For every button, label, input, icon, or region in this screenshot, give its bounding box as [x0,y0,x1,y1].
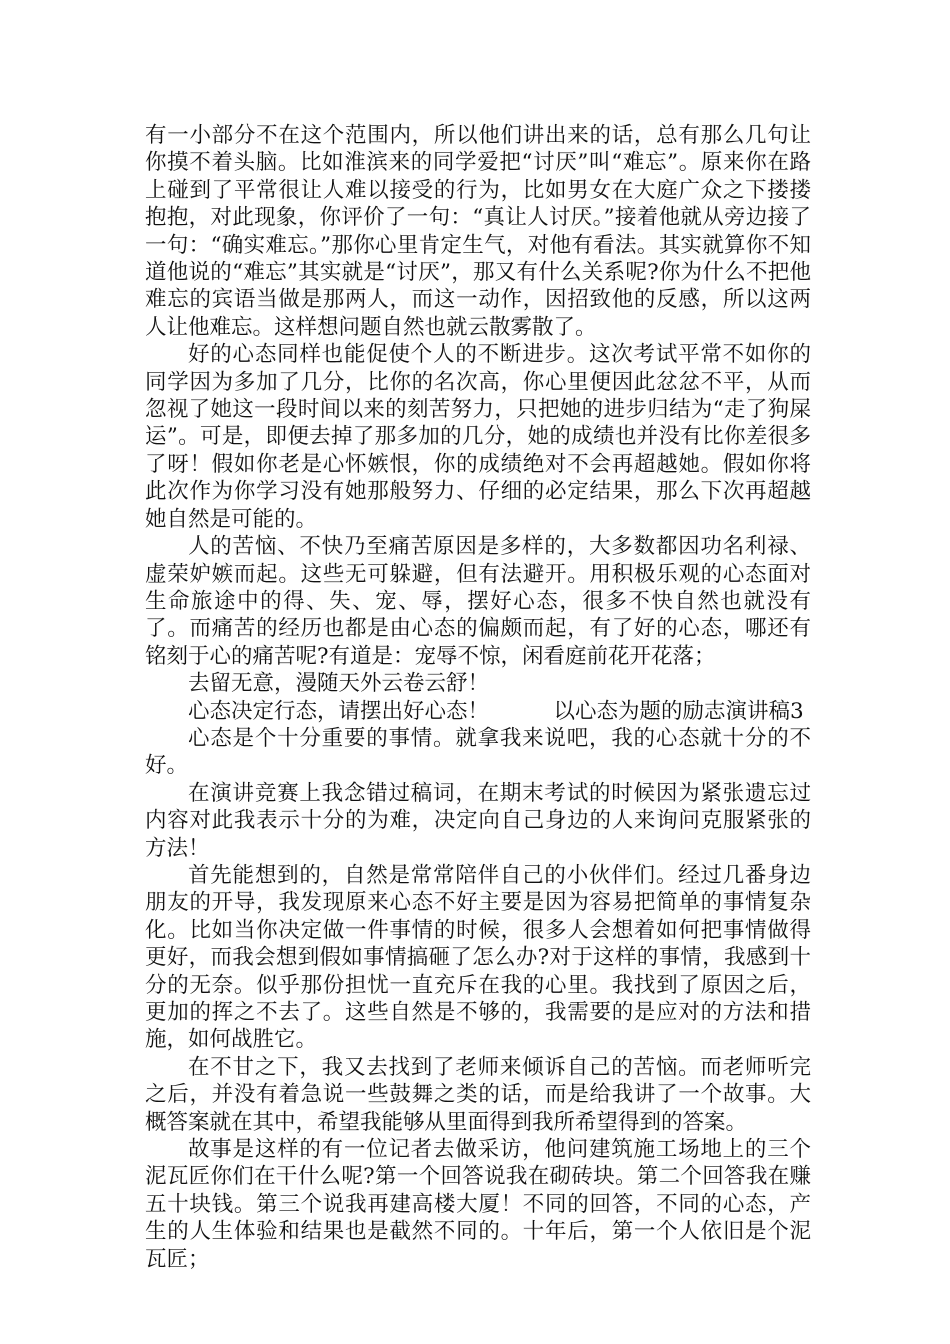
paragraph-3: 人的苦恼、不快乃至痛苦原因是多样的，大多数都因功名利禄、虚荣妒嫉而起。这些无可躲避，但有法避开。用积极乐观的心态面对生命旅途中的得、失、宠、辱，摆好心态，很多不快自然也就没有了。而痛苦的经历也都是由心态的偏颇而起，有了好的心态，哪还有铭刻于心的痛苦呢?有道是：宠辱不惊，闲看庭前花开花落； [145,534,811,669]
paragraph-7: 在演讲竞赛上我念错过稿词，在期末考试的时候因为紧张遗忘过内容对此我表示十分的为难，决定向自己身边的人来询问克服紧张的方法！ [145,780,811,861]
paragraph-6: 心态是个十分重要的事情。就拿我来说吧，我的心态就十分的不好。 [145,725,811,779]
paragraph-9: 在不甘之下，我又去找到了老师来倾诉自己的苦恼。而老师听完之后，并没有着急说一些鼓舞之类的话，而是给我讲了一个故事。大概答案就在其中，希望我能够从里面得到我所希望得到的答案。 [145,1054,811,1135]
paragraph-5-heading: 心态决定行态，请摆出好心态！ 以心态为题的励志演讲稿3 [188,698,804,724]
paragraph-4: 去留无意，漫随天外云卷云舒！ [188,671,490,697]
paragraph-2: 好的心态同样也能促使个人的不断进步。这次考试平常不如你的同学因为多加了几分，比你的名次高，你心里便因此忿忿不平，从而忽视了她这一段时间以来的刻苦努力，只把她的进步归结为“走了狗屎运”。可是，即便去掉了那多加的几分，她的成绩也并没有比你差很多了呀！假如你老是心怀嫉恨，你的成绩绝对不会再超越她。假如你将此次作为你学习没有她那般努力、仔细的必定结果，那么下次再超越她自然是可能的。 [145,342,811,532]
paragraph-1: 有一小部分不在这个范围内，所以他们讲出来的话，总有那么几句让你摸不着头脑。比如淮滨来的同学爱把“讨厌”叫“难忘”。原来你在路上碰到了平常很让人难以接受的行为，比如男女在大庭广众之下搂搂抱抱，对此现象，你评价了一句：“真让人讨厌。”接着他就从旁边接了一句：“确实难忘。”那你心里肯定生气，对他有看法。其实就算你不知道他说的“难忘”其实就是“讨厌”，那又有什么关系呢?你为什么不把他难忘的宾语当做是那两人，而这一动作，因招致他的反感，所以这两人让他难忘。这样想问题自然也就云散雾散了。 [145,123,812,340]
paragraph-8: 首先能想到的，自然是常常陪伴自己的小伙伴们。经过几番身边朋友的开导，我发现原来心态不好主要是因为容易把简单的事情复杂化。比如当你决定做一件事情的时候，很多人会想着如何把事情做得更好，而我会想到假如事情搞砸了怎么办?对于这样的事情，我感到十分的无奈。似乎那份担忧一直充斥在我的心里。我找到了原因之后，更加的挥之不去了。这些自然是不够的，我需要的是应对的方法和措施，如何战胜它。 [145,862,811,1053]
document-body [145,122,811,1273]
paragraph-10: 故事是这样的有一位记者去做采访，他问建筑施工场地上的三个泥瓦匠你们在干什么呢?第一个回答说我在砌砖块。第二个回答我在赚五十块钱。第三个说我再建高楼大厦！不同的回答，不同的心态，产生的人生体验和结果也是截然不同的。十年后，第一个人依旧是个泥瓦匠； [145,1137,811,1272]
